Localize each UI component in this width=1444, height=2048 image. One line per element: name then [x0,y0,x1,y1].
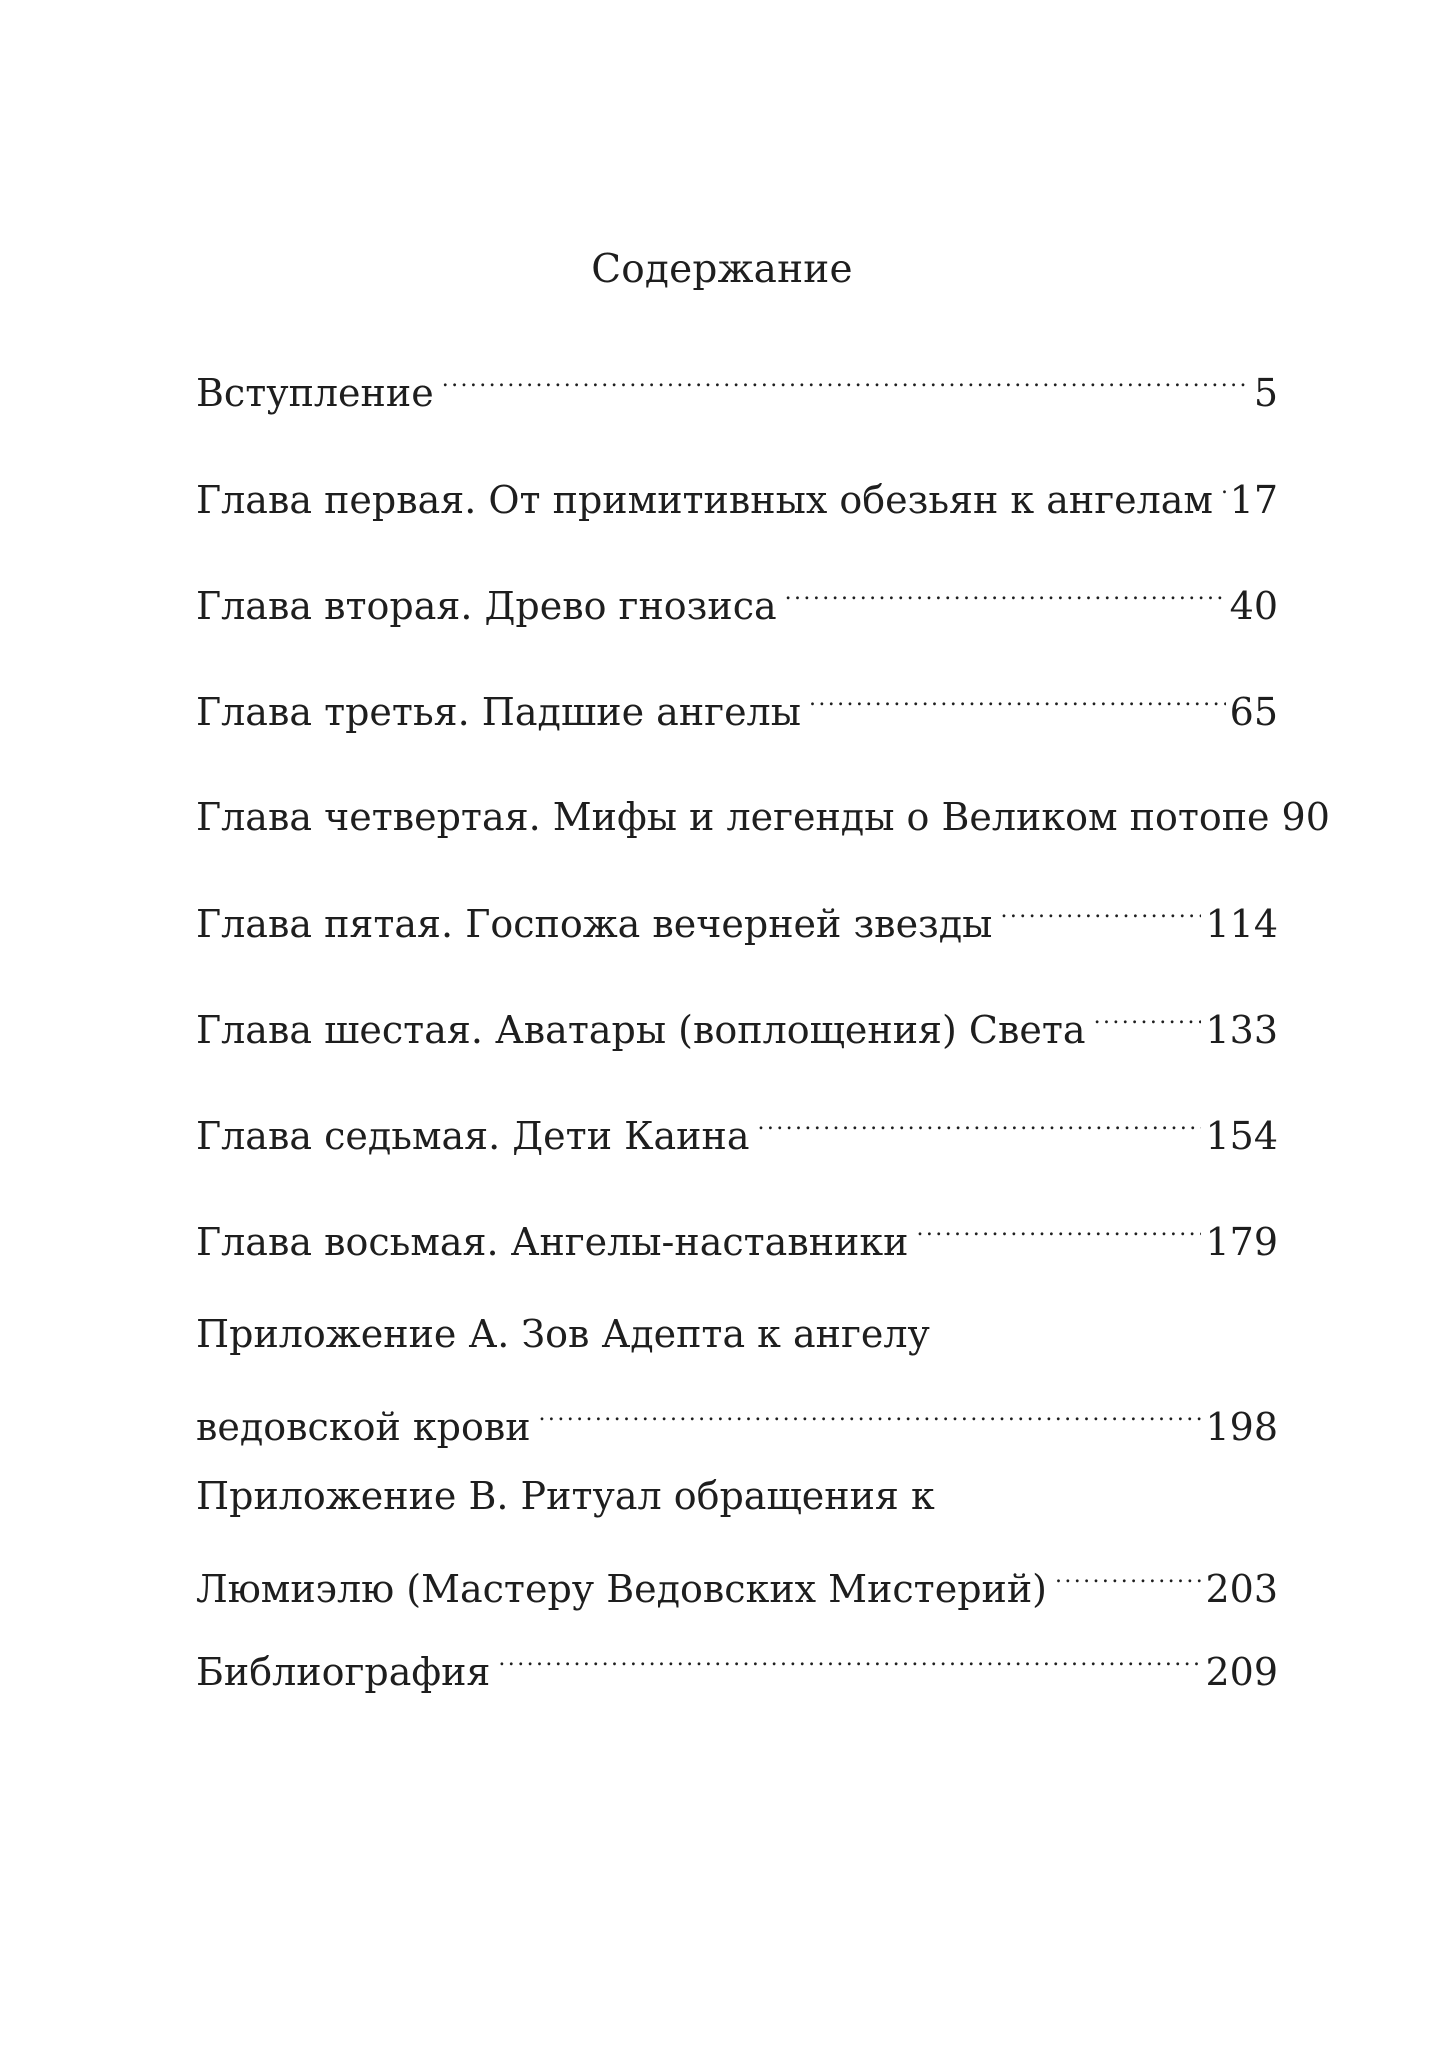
toc-entry-page-number: 65 [1229,690,1278,734]
dot-leader [442,354,1250,406]
toc-entry-chapter-1[interactable] [196,461,1278,526]
toc-entry-chapter-8[interactable] [196,1203,1278,1268]
toc-entry-title: Библиография [196,1650,491,1694]
toc-entry-title: Глава пятая. Госпожа вечерней звезды [196,902,993,946]
toc-entry-title: Глава четвертая. Мифы и легенды о Великом потопе [196,795,1270,839]
toc-entry-title-line-2: Люмиэлю (Мастеру Ведовских Мистерий) [196,1567,1047,1611]
toc-entry-chapter-3[interactable] [196,673,1278,738]
toc-entry-title: Глава третья. Падшие ангелы [196,690,801,734]
dot-leader [1094,991,1202,1043]
toc-entry-title: Глава вторая. Древо гнозиса [196,584,777,628]
dot-leader [916,1203,1201,1255]
dot-leader [1000,885,1201,937]
toc-entry-page-number: 17 [1229,478,1278,522]
toc-entry-title-line-1: Приложение А. Зов Адепта к ангелу [196,1312,930,1356]
dot-leader [498,1633,1201,1685]
toc-entry-title: Глава восьмая. Ангелы-наставники [196,1220,909,1264]
dot-leader [809,673,1226,725]
dot-leader [1055,1550,1201,1602]
toc-entry-page-number: 203 [1205,1567,1278,1611]
toc-entry-page-number: 179 [1205,1220,1278,1264]
toc-entry-title: Глава шестая. Аватары (воплощения) Света [196,1008,1086,1052]
toc-entry-page-number: 40 [1229,584,1278,628]
page-title: Содержание [591,247,853,292]
toc-entry-title-line-2: ведовской крови [196,1405,531,1449]
toc-entry-chapter-2[interactable] [196,567,1278,632]
toc-entry-page-number: 209 [1205,1650,1278,1694]
toc-entry-appendix-b[interactable] [196,1470,1278,1615]
toc-entry-bibliography[interactable] [196,1633,1278,1698]
toc-entry-title: Глава седьмая. Дети Каина [196,1114,750,1158]
toc-entry-page-number: 198 [1205,1405,1278,1449]
dot-leader [1221,461,1226,513]
toc-entry-chapter-6[interactable] [196,991,1278,1056]
toc-entry-title: Вступление [196,371,434,415]
toc-entry-title-line-1: Приложение В. Ритуал обращения к [196,1474,935,1518]
toc-entry-appendix-a[interactable] [196,1308,1278,1453]
dot-leader [785,567,1226,619]
toc-entry-page-number: 133 [1205,1008,1278,1052]
toc-entry-page-number: 90 [1281,795,1330,839]
toc-entry-page-number: 154 [1205,1114,1278,1158]
dot-leader [757,1097,1201,1149]
dot-leader [539,1388,1202,1440]
toc-entry-title: Глава первая. От примитивных обезьян к ангелам [196,478,1213,522]
toc-entry-chapter-5[interactable] [196,885,1278,950]
toc-entry-chapter-7[interactable] [196,1097,1278,1162]
toc-entry-introduction[interactable] [196,354,1278,419]
toc-entry-page-number: 114 [1205,902,1278,946]
toc-entry-chapter-4[interactable] [196,778,1330,843]
toc-entry-page-number: 5 [1253,371,1278,415]
